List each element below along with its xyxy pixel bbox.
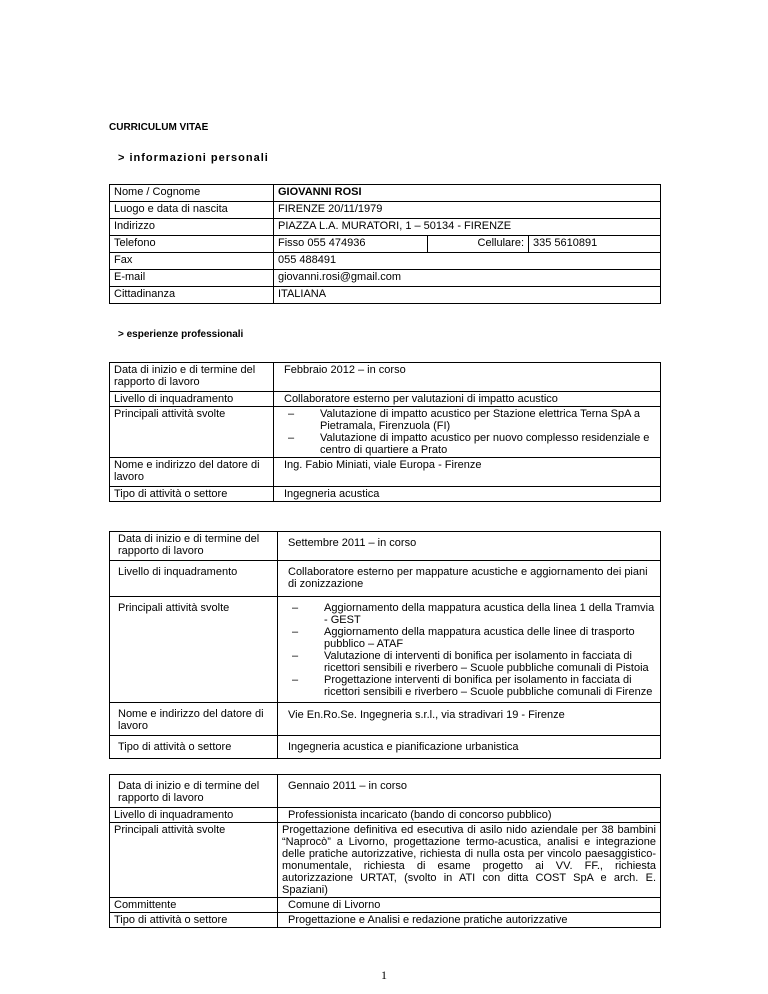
table-row <box>110 287 661 304</box>
citizenship-value: ITALIANA <box>274 287 661 304</box>
level-label: Livello di inquadramento <box>110 561 278 597</box>
period-value: Febbraio 2012 – in corso <box>274 363 661 392</box>
section-heading-personal: > informazioni personali <box>118 152 269 164</box>
period-label: Data di inizio e di termine del rapporto di lavoro <box>110 363 274 392</box>
list-item <box>288 408 656 432</box>
activities-label: Principali attività svolte <box>110 823 278 898</box>
address-label: Indirizzo <box>110 219 274 236</box>
table-row <box>110 913 661 928</box>
table-row <box>110 236 661 253</box>
dash-bullet: – <box>292 650 299 662</box>
sector-label: Tipo di attività o settore <box>110 913 278 928</box>
sector-value: Ingegneria acustica <box>274 487 661 502</box>
table-row <box>110 597 661 703</box>
table-row <box>110 253 661 270</box>
activities-text: Progettazione definitiva ed esecutiva di asilo nido aziendale per 38 bambini “Naprocò” a Livorno, progettazione termo-acustica, analisi e integrazione delle pratiche autorizzative, richiesta di nulla osta per vincolo paesaggistico- monumentale, richiesta di esame progetto ai VV. FF., richiesta autorizzazione URTAT, (svolto in ATI con ditta COST SpA e arch. E. Spaziani) <box>278 823 661 898</box>
activity-text: Aggiornamento della mappatura acustica della linea 1 della Tramvia - GEST <box>324 602 655 626</box>
table-row <box>110 392 661 407</box>
mobile-value: 335 5610891 <box>529 236 661 253</box>
page-number: 1 <box>381 968 387 982</box>
employer-label: Nome e indirizzo del datore di lavoro <box>110 703 278 736</box>
table-row <box>110 823 661 898</box>
section-heading-experience: > esperienze professionali <box>118 329 244 340</box>
activities-label: Principali attività svolte <box>110 407 274 458</box>
dash-bullet: – <box>288 432 295 444</box>
document-title: CURRICULUM VITAE <box>109 122 209 133</box>
sector-value: Ingegneria acustica e pianificazione urbanistica <box>278 736 661 759</box>
dash-bullet: – <box>292 674 299 686</box>
employer-value: Vie En.Ro.Se. Ingegneria s.r.l., via stradivari 19 - Firenze <box>278 703 661 736</box>
table-row <box>110 363 661 392</box>
employer-label: Nome e indirizzo del datore di lavoro <box>110 458 274 487</box>
table-row <box>110 775 661 808</box>
job-table-2 <box>109 531 661 759</box>
activity-text: Progettazione interventi di bonifica per isolamento in facciata di ricettori sensibili e riverbero – Scuole pubbliche comunali di Firenze <box>324 674 653 698</box>
employer-value: Ing. Fabio Miniati, viale Europa - Firenze <box>274 458 661 487</box>
activities-list <box>278 597 661 703</box>
activity-text: Valutazione di interventi di bonifica per isolamento in facciata di ricettori sensibili e riverbero – Scuole pubbliche comunali di Pistoia <box>324 650 649 674</box>
table-row <box>110 219 661 236</box>
sector-value: Progettazione e Analisi e redazione pratiche autorizzative <box>278 913 661 928</box>
period-label: Data di inizio e di termine del rapporto di lavoro <box>110 775 278 808</box>
name-label: Nome / Cognome <box>110 185 274 202</box>
activities-list <box>274 407 661 458</box>
phone-fixed: Fisso 055 474936 <box>274 236 428 253</box>
birth-label: Luogo e data di nascita <box>110 202 274 219</box>
table-row <box>110 202 661 219</box>
address-value: PIAZZA L.A. MURATORI, 1 – 50134 - FIRENZE <box>274 219 661 236</box>
dash-bullet: – <box>292 602 299 614</box>
fax-value: 055 488491 <box>274 253 661 270</box>
period-value: Settembre 2011 – in corso <box>278 532 661 561</box>
activity-text: Valutazione di impatto acustico per nuovo complesso residenziale e centro di quartiere a Prato <box>320 432 650 456</box>
table-row <box>110 808 661 823</box>
birth-value: FIRENZE 20/11/1979 <box>274 202 661 219</box>
dash-bullet: – <box>292 626 299 638</box>
phone-label: Telefono <box>110 236 274 253</box>
sector-label: Tipo di attività o settore <box>110 487 274 502</box>
table-row <box>110 407 661 458</box>
list-item <box>292 674 656 698</box>
activity-text: Aggiornamento della mappatura acustica delle linee di trasporto pubblico – ATAF <box>324 626 635 650</box>
personal-info-table <box>109 184 661 304</box>
job-table-3 <box>109 774 661 928</box>
activities-label: Principali attività svolte <box>110 597 278 703</box>
list-item <box>292 650 656 674</box>
list-item <box>292 602 656 626</box>
client-label: Committente <box>110 898 278 913</box>
level-label: Livello di inquadramento <box>110 808 278 823</box>
citizenship-label: Cittadinanza <box>110 287 274 304</box>
fax-label: Fax <box>110 253 274 270</box>
table-row <box>110 703 661 736</box>
level-value: Collaboratore esterno per mappature acustiche e aggiornamento dei piani di zonizzazione <box>278 561 661 597</box>
mobile-label: Cellulare: <box>428 236 529 253</box>
level-label: Livello di inquadramento <box>110 392 274 407</box>
job-table-1 <box>109 362 661 502</box>
table-row <box>110 561 661 597</box>
sector-label: Tipo di attività o settore <box>110 736 278 759</box>
table-row <box>110 270 661 287</box>
table-row <box>110 736 661 759</box>
client-value: Comune di Livorno <box>278 898 661 913</box>
dash-bullet: – <box>288 408 295 420</box>
level-value: Professionista incaricato (bando di concorso pubblico) <box>278 808 661 823</box>
period-value: Gennaio 2011 – in corso <box>278 775 661 808</box>
period-label: Data di inizio e di termine del rapporto di lavoro <box>110 532 278 561</box>
table-row <box>110 898 661 913</box>
list-item <box>292 626 656 650</box>
name-value: GIOVANNI ROSI <box>274 185 661 202</box>
email-label: E-mail <box>110 270 274 287</box>
table-row <box>110 532 661 561</box>
table-row <box>110 487 661 502</box>
email-value[interactable]: giovanni.rosi@gmail.com <box>274 270 661 287</box>
table-row <box>110 458 661 487</box>
table-row <box>110 185 661 202</box>
activity-text: Valutazione di impatto acustico per Stazione elettrica Terna SpA a Pietramala, Firenzuola (FI) <box>320 408 641 432</box>
list-item <box>288 432 656 456</box>
level-value: Collaboratore esterno per valutazioni di impatto acustico <box>274 392 661 407</box>
